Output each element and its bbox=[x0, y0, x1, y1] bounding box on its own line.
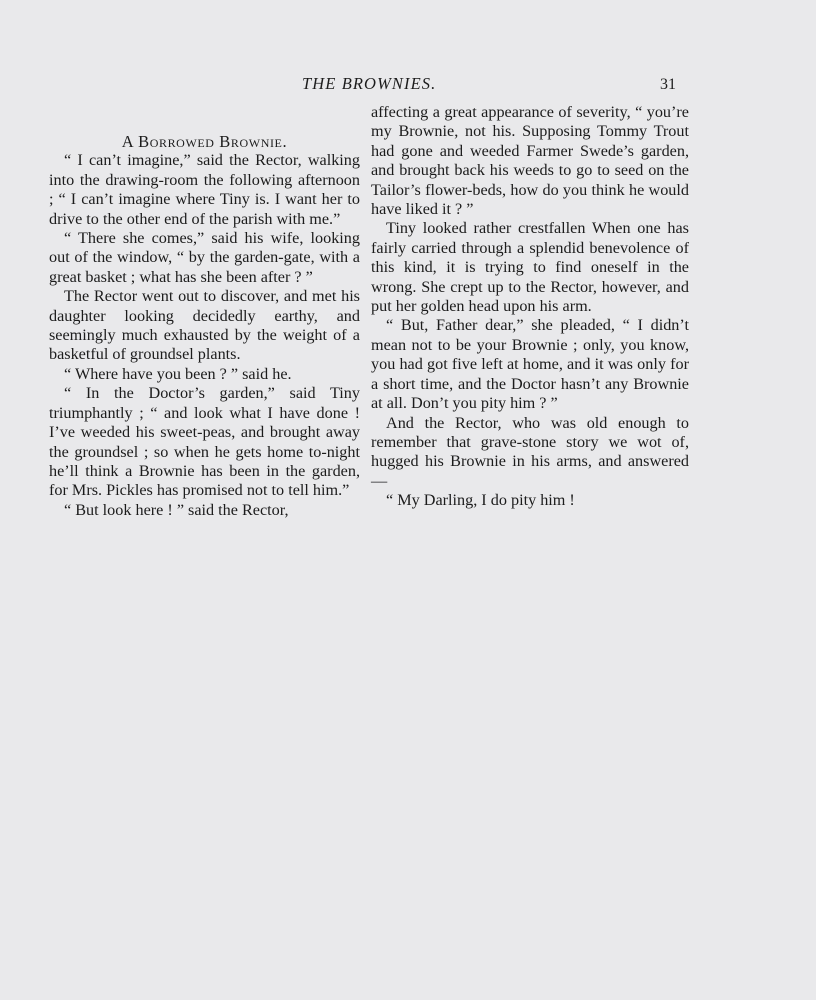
paragraph-continuation: affecting a great appearance of severity, “ you’re my Brownie, not his. Supposing Tommy Trout had gone and weeded Farmer Swede’s garden, and brought back his weeds to go to seed on the Tailor’s flower-beds, how do you think he would have liked it ? ” bbox=[371, 103, 689, 219]
right-column bbox=[371, 103, 689, 511]
paragraph: “ In the Doctor’s garden,” said Tiny triumphantly ; “ and look what I have done ! I’ve weeded his sweet-peas, and brought away the groundsel ; so when he gets home to-night he’ll think a Brownie has been in the garden, for Mrs. Pickles has promised not to tell him.” bbox=[49, 384, 360, 500]
paragraph: And the Rector, who was old enough to remember that grave-stone story we wot of, hugged his Brownie in his arms, and answered— bbox=[371, 413, 689, 490]
left-column bbox=[49, 132, 360, 520]
paragraph: “ My Darling, I do pity him ! bbox=[386, 491, 575, 510]
paragraph: “ But, Father dear,” she pleaded, “ I didn’t mean not to be your Brownie ; only, you know, you had got five left at home, and it was only for a short time, and the Doctor hasn’t any Brownie at all. Don’t you pity him ? ” bbox=[371, 316, 689, 413]
paragraph: Tiny looked rather crestfallen When one has fairly carried through a splendid benevolence of this kind, it is trying to find oneself in the wrong. She crept up to the Rector, however, and put her golden head upon his arm. bbox=[371, 219, 689, 316]
page-number: 31 bbox=[660, 76, 676, 93]
chapter-title: A Borrowed Brownie. bbox=[121, 132, 288, 151]
paragraph: “ But look here ! ” said the Rector, bbox=[64, 500, 289, 519]
paragraph: The Rector went out to discover, and met his daughter looking decidedly earthy, and seemingly much exhausted by the weight of a basketful of groundsel plants. bbox=[49, 287, 360, 364]
page-header bbox=[0, 74, 816, 98]
running-head: THE BROWNIES. bbox=[302, 74, 437, 93]
paragraph: “ I can’t imagine,” said the Rector, walking into the drawing-room the following afternoon ; “ I can’t imagine where Tiny is. I want her to drive to the other end of the parish with me.” bbox=[49, 151, 360, 228]
paragraph: “ Where have you been ? ” said he. bbox=[64, 364, 292, 383]
paragraph: “ There she comes,” said his wife, looking out of the window, “ by the garden-gate, with a great basket ; what has she been after ? ” bbox=[49, 229, 360, 286]
